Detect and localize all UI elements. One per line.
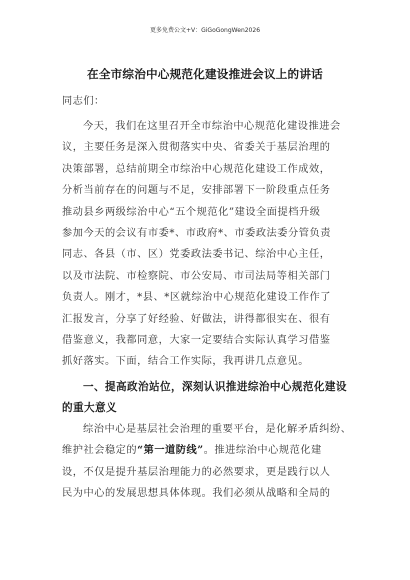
paragraph-line: 汇报发言，分享了好经验、好做法，讲得都很实在、很有: [62, 313, 331, 325]
paragraph-line: 同志、各县（市、区）党委政法委书记、综治中心主任，: [62, 249, 331, 261]
paragraph-line: 议，主要任务是深入贯彻落实中央、省委关于基层治理的: [62, 142, 331, 154]
paragraph-section-1: [62, 419, 360, 505]
emphasis-text: “第一道防线”: [137, 444, 204, 457]
paragraph-line: 设，不仅是提升基层治理能力的必然要求，更是践行以人: [62, 466, 331, 478]
paragraph-line: 借鉴意义，我都同意，大家一定要结合实际认真学习借鉴: [62, 335, 331, 347]
paragraph-line: [62, 440, 360, 461]
paragraph-line: 今天，我们在这里召开全市综治中心规范化建设推进会: [83, 121, 341, 132]
section-heading-line: 的重大意义: [62, 402, 117, 414]
paragraph-line: 推动县乡两级综治中心“五个规范化”建设全面提档升级: [62, 206, 321, 218]
section-heading-line: 一、提高政治站位，深刻认识推进综治中心规范化建设: [83, 381, 347, 393]
paragraph-line: 抓好落实。下面，结合工作实际，我再讲几点意见。: [62, 356, 309, 368]
salutation: 同志们：: [62, 96, 105, 107]
paragraph-line: 参加今天的会议有市委*、市政府*、市委政法委分管负责: [62, 228, 331, 240]
paragraph-line: 分析当前存在的问题与不足，安排部署下一阶段重点任务: [62, 185, 331, 197]
paragraph-line: 民为中心的发展思想具体体现。我们必须从战略和全局的: [62, 488, 331, 500]
paragraph-line: 负责人。刚才，*县、*区就综治中心规范化建设工作作了: [62, 292, 331, 304]
paragraph-opening: [62, 116, 360, 373]
paragraph-line: 以及市法院、市检察院、市公安局、市司法局等相关部门: [62, 270, 331, 282]
header-note: 更多免费公文+V：GiGoGongWen2026: [149, 27, 261, 34]
paragraph-line: 综治中心是基层社会治理的重要平台，是化解矛盾纠纷、: [83, 424, 352, 435]
page-title: 在全市综治中心规范化建设推进会议上的讲话: [87, 67, 323, 81]
section-heading-1: [62, 377, 360, 419]
text-segment: 。推进综治中心规范化建: [203, 445, 322, 457]
paragraph-line: 决策部署，总结前期全市综治中心规范化建设工作成效，: [62, 163, 331, 175]
text-segment: 维护社会稳定的: [62, 445, 138, 457]
